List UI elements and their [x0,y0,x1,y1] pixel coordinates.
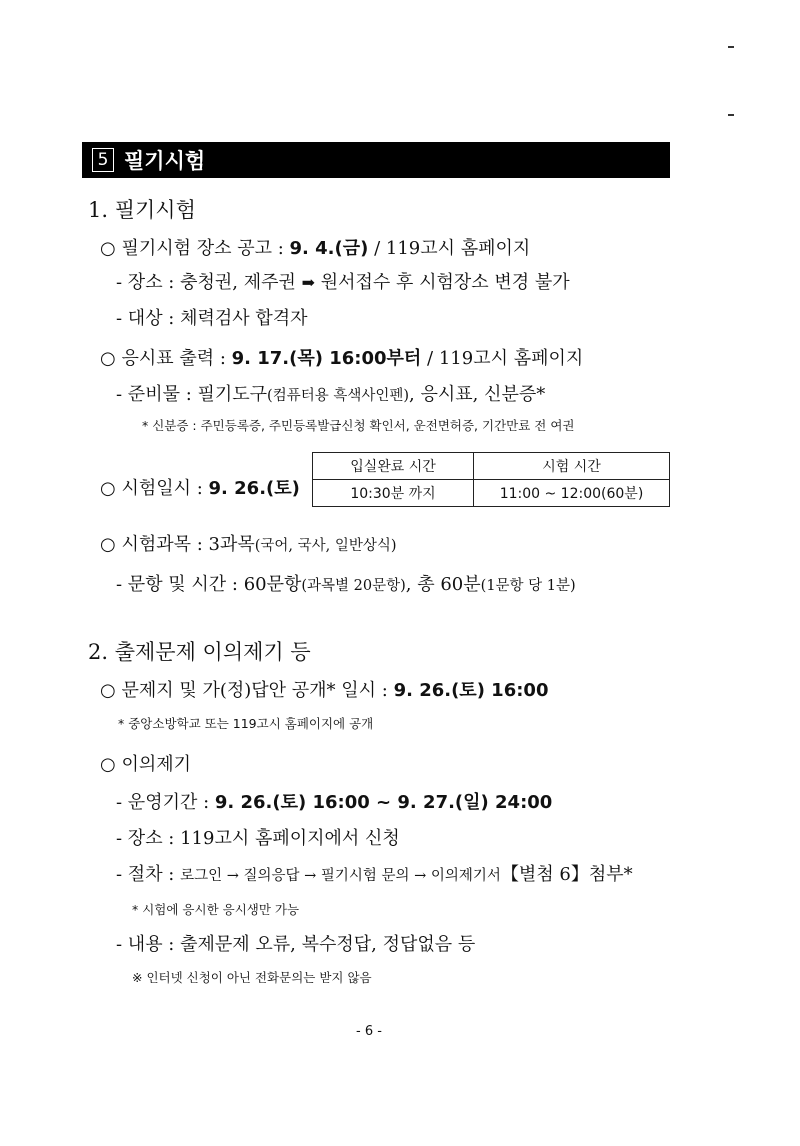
bullet-circle: ○ [100,680,116,701]
release-date: 9. 26.(토) 16:00 [393,680,549,701]
ticket-date: 9. 17.(목) 16:00부터 [231,348,422,369]
arrow-right-icon: ➡ [301,273,315,292]
procedure-rest: 【별첨 6】첨부* [500,864,633,885]
objection-line [100,750,191,776]
venue-line [100,234,530,260]
objection-content: - 내용 : 출제문제 오류, 복수정답, 정답없음 등 [116,934,476,955]
prep-label: - 준비물 : 필기도구 [116,384,268,405]
table-header: 시험 시간 [474,453,670,480]
procedure-label: - 절차 : [116,864,181,885]
venue-place: - 장소 : 충청권, 제주권 [116,272,296,293]
section-title: 필기시험 [124,149,206,173]
subjects-small: (국어, 국사, 일반상식) [254,538,397,554]
procedure-line [116,860,633,886]
prep-line [116,380,545,406]
id-note: * 신분증 : 주민등록증, 주민등록발급신청 확인서, 운전면허증, 기간만료 전 여권 [142,418,575,433]
period-value: 9. 26.(토) 16:00 ~ 9. 27.(일) 24:00 [214,792,553,813]
subjects-line [100,530,397,556]
venue-label: 필기시험 장소 공고 : [121,238,290,259]
ticket-label: 응시표 출력 : [121,348,232,369]
prep-rest: , 응시표, 신분증* [409,384,546,405]
questions-line [116,570,576,596]
bullet-circle: ○ [100,534,116,555]
release-note: * 중앙소방학교 또는 119고시 홈페이지에 공개 [118,716,374,731]
period-line [116,788,552,814]
section-number: 5 [92,148,114,172]
prep-small: (컴퓨터용 흑색사인펜) [267,388,410,404]
phone-note: ※ 인터넷 신청이 아닌 전화문의는 받지 않음 [132,970,372,985]
questions-label: - 문항 및 시간 : 60문항 [116,574,302,595]
subjects-label: 시험과목 : 3과목 [121,534,255,555]
exam-date-label: 시험일시 : [121,478,209,499]
schedule-table [312,452,670,507]
exam-date-value: 9. 26.(토) [208,478,300,499]
bullet-circle: ○ [100,238,116,259]
ticket-line [100,344,583,370]
exam-date-line [100,474,300,500]
table-cell: 10:30분 까지 [313,480,474,507]
release-line [100,676,548,702]
venue-place-line [116,268,570,294]
table-row [313,453,670,480]
table-cell: 11:00 ~ 12:00(60분) [474,480,670,507]
scan-mark [728,46,734,48]
venue-place-note: 원서접수 후 시험장소 변경 불가 [320,272,570,293]
bullet-circle: ○ [100,478,116,499]
venue-rest: / 119고시 홈페이지 [368,238,531,259]
venue-target: - 대상 : 체력검사 합격자 [116,308,308,329]
venue-date: 9. 4.(금) [289,238,369,259]
procedure-steps: 로그인 → 질의응답 → 필기시험 문의 → 이의제기서 [180,868,501,884]
bullet-circle: ○ [100,348,116,369]
procedure-note: * 시험에 응시한 응시생만 가능 [132,902,300,917]
bullet-circle: ○ [100,754,116,775]
ticket-rest: / 119고시 홈페이지 [421,348,584,369]
section-header-bar [82,142,670,178]
questions-mid: , 총 60분 [405,574,481,595]
page-number: - 6 - [356,1024,382,1039]
release-label: 문제지 및 가(정)답안 공개* 일시 : [121,680,394,701]
objection-label: 이의제기 [121,754,192,775]
table-header: 입실완료 시간 [313,453,474,480]
questions-small: (과목별 20문항) [301,578,406,594]
part1-heading: 1. 필기시험 [88,198,196,222]
questions-small2: (1문항 당 1분) [480,578,576,594]
objection-place: - 장소 : 119고시 홈페이지에서 신청 [116,828,400,849]
table-row [313,480,670,507]
scan-mark [728,114,734,116]
period-label: - 운영기간 : [116,792,215,813]
part2-heading: 2. 출제문제 이의제기 등 [88,640,311,664]
